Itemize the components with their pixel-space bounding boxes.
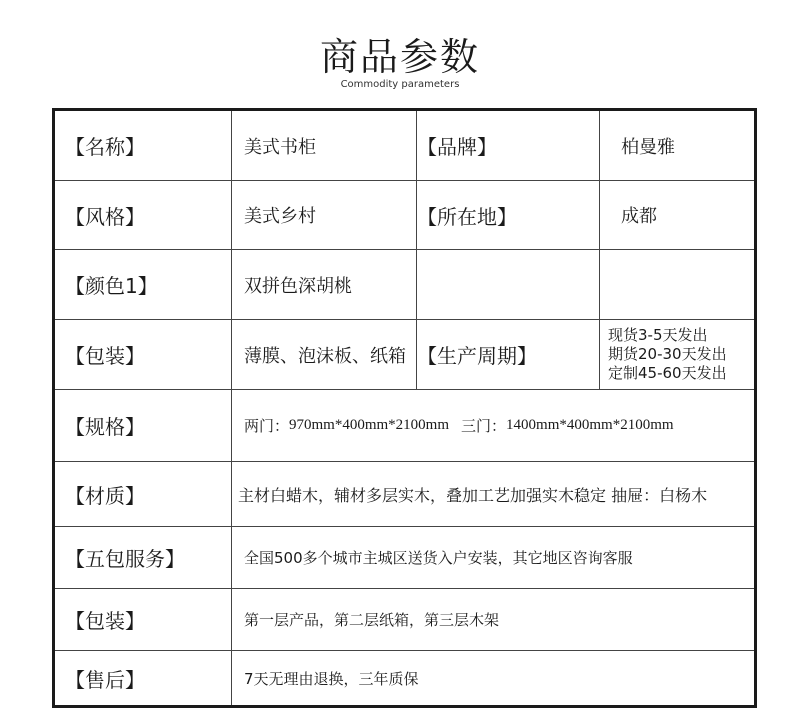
page-title: 商品参数 (319, 35, 480, 79)
production-cycle-line: 现货3-5天发出 (608, 326, 708, 344)
material-label: 【材质】 (65, 483, 145, 508)
name-label: 【名称】 (65, 135, 145, 159)
after-sale-value: 7天无理由退换，三年质保 (244, 669, 419, 688)
packing2-label: 【包装】 (65, 609, 145, 633)
color-value: 双拼色深胡桃 (244, 275, 352, 297)
after-sale-label: 【售后】 (65, 667, 145, 692)
location-value: 成都 (621, 206, 657, 227)
page-subtitle: Commodity parameters (340, 79, 460, 90)
spec-label: 【规格】 (65, 415, 145, 439)
three-door-label: 三门： (461, 417, 507, 435)
packing-label: 【包装】 (65, 344, 145, 368)
spec-value (232, 390, 754, 461)
material-value: 主材白蜡木，辅材多层实木，叠加工艺加强实木稳定 抽屉：白杨木 (238, 485, 708, 505)
style-value: 美式乡村 (244, 206, 316, 227)
service-value: 全国500多个城市主城区送货入户安装，其它地区咨询客服 (244, 549, 633, 567)
production-cycle-value (600, 320, 754, 389)
color-label: 【颜色1】 (65, 274, 158, 298)
brand-label: 【品牌】 (417, 135, 497, 159)
packing2-value: 第一层产品，第二层纸箱，第三层木架 (244, 611, 500, 629)
three-door-dims: 1400mm*400mm*2100mm (506, 417, 674, 433)
location-label: 【所在地】 (417, 204, 517, 229)
style-label: 【风格】 (65, 204, 145, 229)
production-cycle-line: 期货20-30天发出 (608, 345, 727, 363)
brand-value: 柏曼雅 (621, 136, 675, 158)
production-cycle-label: 【生产周期】 (417, 344, 537, 368)
two-door-dims: 970mm*400mm*2100mm (289, 417, 450, 433)
production-cycle-line: 定制45-60天发出 (608, 364, 727, 382)
name-value: 美式书柜 (244, 136, 316, 158)
parameters-table (52, 108, 757, 708)
two-door-label: 两门： (244, 417, 290, 435)
service-label: 【五包服务】 (65, 547, 185, 571)
packing-value: 薄膜、泡沫板、纸箱 (244, 345, 406, 367)
